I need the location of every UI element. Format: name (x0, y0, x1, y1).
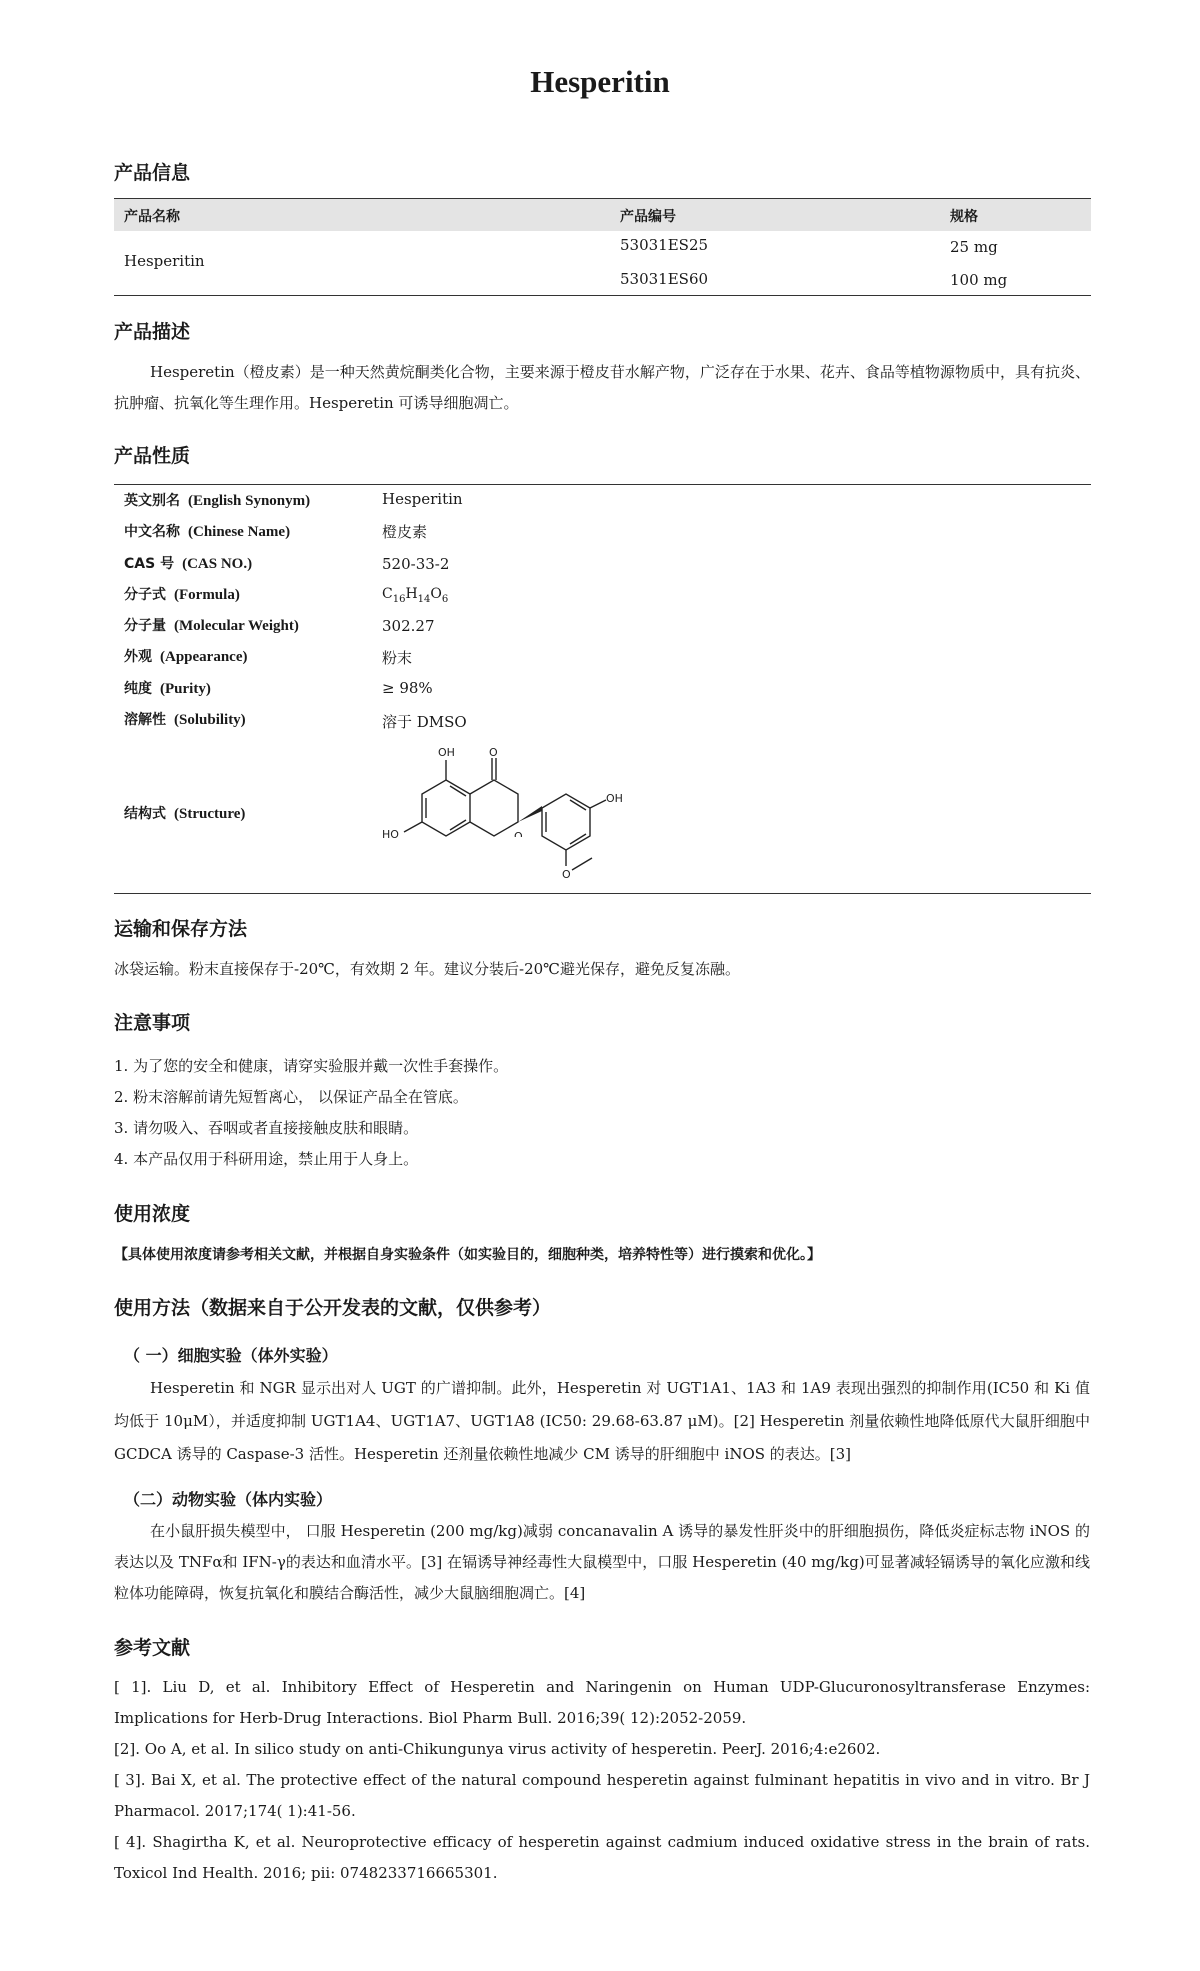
prop-en: (CAS NO.) (182, 556, 253, 572)
properties-top-rule (114, 484, 1091, 485)
prop-label-solubility (124, 709, 246, 729)
note-item: 4. 本产品仅用于科研用途，禁止用于人身上。 (114, 1150, 419, 1168)
atom-oh-top: OH (438, 746, 455, 759)
structure-diagram (378, 746, 628, 886)
prop-cn: 分子量 (124, 618, 166, 634)
prop-value-purity: ≥ 98% (382, 679, 433, 697)
header-product-size: 规格 (950, 209, 978, 225)
wedge-bond (518, 806, 542, 822)
section-notes: 注意事项 (114, 1012, 191, 1034)
prop-label-synonym (124, 490, 310, 510)
prop-label-purity (124, 678, 211, 698)
note-item: 2. 粉末溶解前请先短暂离心， 以保证产品全在管底。 (114, 1088, 468, 1106)
atom-keto-o: O (489, 746, 498, 759)
product-table-header (114, 199, 1091, 231)
reference-item: [ 4]. Shagirtha K, et al. Neuroprotective efficacy of hesperetin against cadmium induced oxidative stress in the brain of rats. Toxicol Ind Health. 2016; pii: 0748233716665301. (114, 1833, 1090, 1882)
prop-cn: 中文名称 (124, 524, 180, 540)
prop-en: (Purity) (160, 681, 211, 697)
ring-c (470, 780, 518, 836)
subsection-invitro: （ 一）细胞实验（体外实验） (124, 1346, 338, 1365)
formula-c: C (382, 586, 393, 602)
prop-label-formula (124, 584, 240, 604)
prop-cn: 纯度 (124, 681, 152, 697)
prop-cn: 外观 (124, 649, 152, 665)
section-properties: 产品性质 (114, 445, 191, 467)
prop-label-mw (124, 615, 299, 635)
prop-value-mw: 302.27 (382, 617, 435, 635)
ring-b (542, 794, 590, 850)
formula-h: H (405, 586, 418, 602)
product-code-2: 53031ES60 (620, 270, 709, 288)
product-size-2: 100 mg (950, 271, 1008, 289)
prop-value-formula (382, 586, 448, 605)
section-usage: 使用方法（数据来自于公开发表的文献，仅供参考） (114, 1297, 552, 1319)
page-title: Hesperitin (530, 64, 670, 99)
prop-cn: 溶解性 (124, 712, 166, 728)
prop-value-solubility: 溶于 DMSO (382, 713, 467, 731)
prop-cn: 分子式 (124, 587, 166, 603)
prop-cn: 英文别名 (124, 493, 180, 509)
reference-item: [2]. Oo A, et al. In silico study on anti-Chikungunya virus activity of hesperetin. PeerJ. 2016;4:e2602. (114, 1740, 881, 1758)
description-text: Hesperetin（橙皮素）是一种天然黄烷酮类化合物，主要来源于橙皮苷水解产物，广泛存在于水果、花卉、食品等植物源物质中，具有抗炎、抗肿瘤、抗氧化等生理作用。Hesperetin 可诱导细胞凋亡。 (114, 363, 1090, 412)
prop-label-structure (124, 803, 245, 823)
formula-h-count: 14 (417, 593, 431, 605)
section-product-info: 产品信息 (114, 162, 191, 184)
atom-methoxy-o: O (562, 868, 571, 881)
note-item: 3. 请勿吸入、吞咽或者直接接触皮肤和眼睛。 (114, 1119, 419, 1137)
reference-item: [ 3]. Bai X, et al. The protective effect of the natural compound hesperetin against fulminant hepatitis in vivo and in vitro. Br J Pharmacol. 2017;174( 1):41-56. (114, 1771, 1090, 1820)
properties-bottom-rule (114, 893, 1091, 894)
prop-value-chinese-name: 橙皮素 (382, 523, 428, 541)
ring-a (422, 780, 470, 836)
header-product-code: 产品编号 (620, 209, 676, 225)
prop-label-cas (124, 553, 252, 573)
formula-c-count: 16 (392, 593, 406, 605)
atom-ho-left: HO (382, 828, 399, 841)
section-concentration: 使用浓度 (114, 1203, 191, 1225)
product-size-1: 25 mg (950, 238, 998, 256)
prop-en: (Formula) (174, 587, 240, 603)
header-product-name: 产品名称 (124, 209, 180, 225)
prop-label-appearance (124, 646, 247, 666)
prop-en: (Solubility) (174, 712, 246, 728)
section-references: 参考文献 (114, 1637, 191, 1659)
atom-oh-right: OH (606, 792, 623, 805)
prop-cn: 结构式 (124, 806, 166, 822)
prop-en: (Appearance) (160, 649, 248, 665)
product-code-1: 53031ES25 (620, 236, 709, 254)
prop-cn: CAS 号 (124, 556, 175, 572)
prop-en: (English Synonym) (188, 493, 311, 509)
invitro-text: Hesperetin 和 NGR 显示出对人 UGT 的广谱抑制。此外，Hesperetin 对 UGT1A1、1A3 和 1A9 表现出强烈的抑制作用(IC50 和 Ki 值均低于 10μM），并适度抑制 UGT1A4、UGT1A7、UGT1A8 (IC50: 29.68-63.87 μM)。[2] Hesperetin 剂量依赖性地降低原代大鼠肝细胞中 GCDCA 诱导的 Caspase-3 活性。Hesperetin 还剂量依赖性地减少 CM 诱导的肝细胞中 iNOS 的表达。[3] (114, 1379, 1090, 1463)
prop-value-appearance: 粉末 (382, 649, 413, 667)
section-description: 产品描述 (114, 321, 191, 343)
ring-o-mask (514, 837, 526, 843)
product-name-cell: Hesperitin (124, 252, 205, 270)
storage-text: 冰袋运输。粉末直接保存于-20℃，有效期 2 年。建议分装后-20℃避光保存，避免反复冻融。 (114, 960, 740, 978)
table-bottom-rule (114, 295, 1091, 296)
formula-o: O (430, 586, 442, 602)
reference-item: [ 1]. Liu D, et al. Inhibitory Effect of Hesperetin and Naringenin on Human UDP-Glucuronosyltransferase Enzymes: Implications for Herb-Drug Interactions. Biol Pharm Bull. 2016;39( 12):2052-2059. (114, 1678, 1090, 1727)
formula-o-count: 6 (441, 593, 449, 605)
prop-en: (Structure) (174, 806, 246, 822)
subsection-invivo: （二）动物实验（体内实验） (124, 1490, 333, 1509)
invivo-text: 在小鼠肝损失模型中， 口服 Hesperetin (200 mg/kg)减弱 concanavalin A 诱导的暴发性肝炎中的肝细胞损伤，降低炎症标志物 iNOS 的表达以及 TNFα和 IFN-γ的表达和血清水平。[3] 在镉诱导神经毒性大鼠模型中，口服 Hesperetin (40 mg/kg)可显著减轻镉诱导的氧化应激和线粒体功能障碍，恢复抗氧化和膜结合酶活性，减少大鼠脑细胞凋亡。[4] (114, 1522, 1090, 1602)
section-storage: 运输和保存方法 (114, 918, 248, 940)
concentration-text: 【具体使用浓度请参考相关文献，并根据自身实验条件（如实验目的，细胞种类，培养特性等）进行摸索和优化。】 (114, 1247, 821, 1263)
prop-label-chinese-name (124, 521, 290, 541)
prop-value-cas: 520-33-2 (382, 555, 450, 573)
prop-value-synonym: Hesperitin (382, 490, 463, 508)
note-item: 1. 为了您的安全和健康，请穿实验服并戴一次性手套操作。 (114, 1057, 509, 1075)
prop-en: (Chinese Name) (188, 524, 291, 540)
prop-en: (Molecular Weight) (174, 618, 299, 634)
